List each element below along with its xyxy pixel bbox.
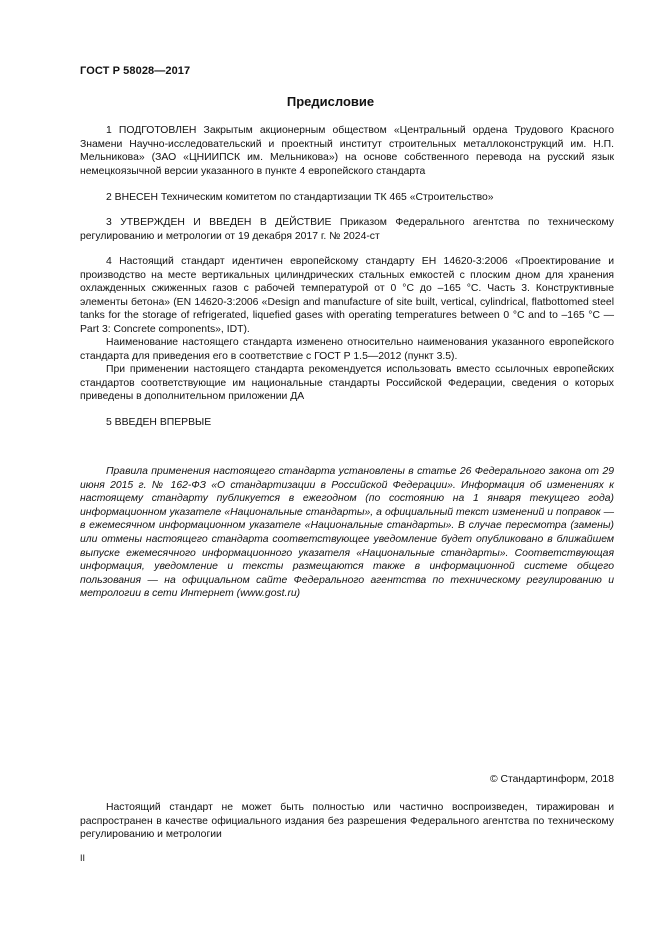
item-3-approved: 3 УТВЕРЖДЕН И ВВЕДЕН В ДЕЙСТВИЕ Приказом Федерального агентства по техническому регулированию и метрологии от 19 декабря 2017 г. № 2024-ст xyxy=(80,217,614,242)
page-number: II xyxy=(80,853,86,863)
item-5-introduced-first: 5 ВВЕДЕН ВПЕРВЫЕ xyxy=(106,417,212,428)
standard-code-header: ГОСТ Р 58028—2017 xyxy=(80,65,191,77)
item-1-prepared: 1 ПОДГОТОВЛЕН Закрытым акционерным обществом «Центральный ордена Трудового Красного Знамени Научно-исследовательский и проектный институт строительных металлоконструкций им. Н.П. Мельникова» (ЗАО «ЦНИИПСК им. Мельникова») на основе собственного перевода на русский язык немецкоязычной версии указанного в пункте 4 европейского стандарта xyxy=(80,125,614,177)
application-rules-note: Правила применения настоящего стандарта установлены в статье 26 Федерального закона от 29 июня 2015 г. № 162-ФЗ «О стандартизации в Российской Федерации». Информация об изменениях к настоящему стандарту публикуется в ежегодном (по состоянию на 1 января текущего года) информационном указателе «Национальные стандарты», а официальный текст изменений и поправок — в ежемесячном информационном указателе «Национальные стандарты». В случае пересмотра (замены) или отмены настоящего стандарта соответствующее уведомление будет опубликовано в ближайшем выпуске ежемесячного информационного указателя «Национальные стандарты». Соответствующая информация, уведомление и тексты размещаются также в информационной системе общего пользования — на официальном сайте Федерального агентства по техническому регулированию и метрологии в сети Интернет (www.gost.ru) xyxy=(80,466,614,600)
item-4-name-change-note: Наименование настоящего стандарта изменено относительно наименования указанного европейского стандарта для приведения его в соответствие с ГОСТ Р 1.5—2012 (пункт 3.5). xyxy=(80,337,614,362)
item-2-submitted: 2 ВНЕСЕН Техническим комитетом по стандартизации ТК 465 «Строительство» xyxy=(106,192,494,203)
item-4-identical-standard: 4 Настоящий стандарт идентичен европейскому стандарту ЕН 14620-3:2006 «Проектирование и производство на месте вертикальных цилиндрических стальных емкостей с плоским дном для хранения охлажденных сжиженных газов с рабочей температурой от 0 °С до –165 °С. Часть 3. Конструктивные элементы бетона» (EN 14620-3:2006 «Design and manufacture of site built, vertical, cylindrical, flatbottomed steel tanks for the storage of refrigerated, liquefied gases with operating temperatures between 0 °C and to –165 °C — Part 3: Concrete components», IDT). xyxy=(80,256,614,335)
reproduction-notice: Настоящий стандарт не может быть полностью или частично воспроизведен, тиражирован и распространен в качестве официального издания без разрешения Федерального агентства по техническому регулированию и метрологии xyxy=(80,802,614,841)
copyright-line: © Стандартинформ, 2018 xyxy=(489,774,614,785)
page-title: Предисловие xyxy=(286,94,375,109)
item-4-references-note: При применении настоящего стандарта рекомендуется использовать вместо ссылочных европейских стандартов соответствующие им национальные стандарты Российской Федерации, сведения о которых приведены в дополнительном приложении ДА xyxy=(80,364,614,403)
